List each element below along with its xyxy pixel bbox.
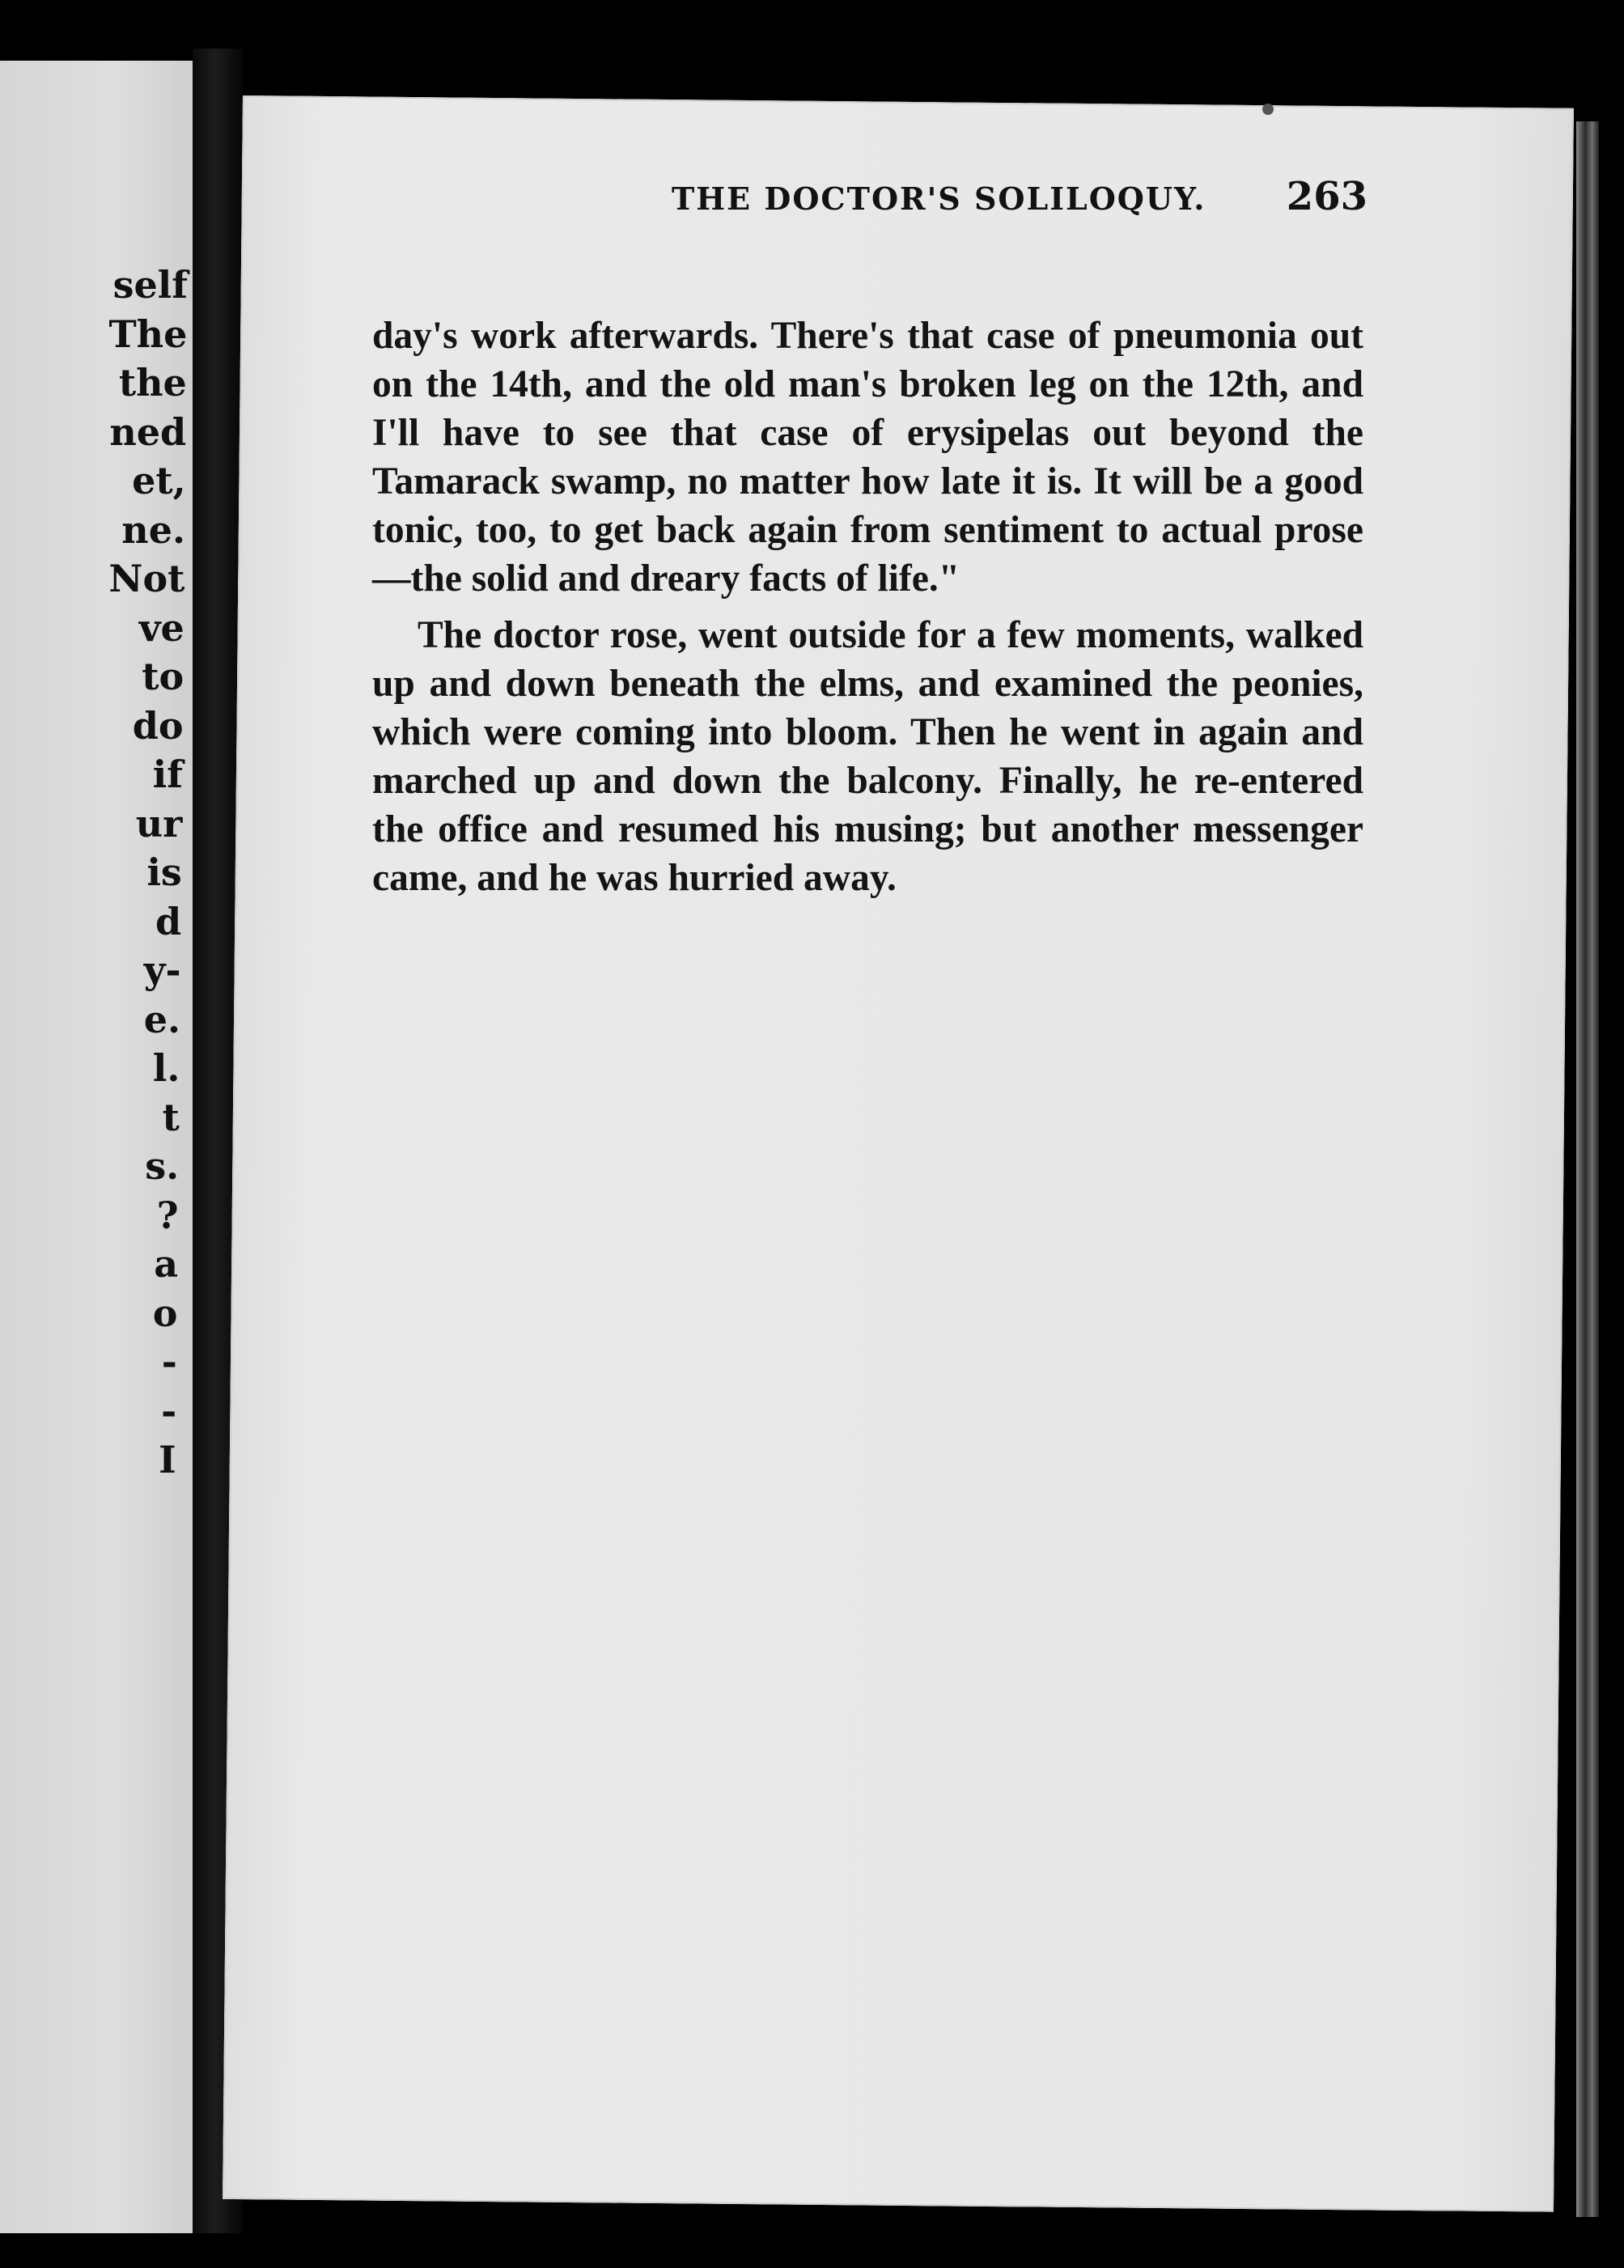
facing-page-line: ne. xyxy=(121,507,185,552)
facing-page-line: s. xyxy=(145,1144,180,1188)
facing-page-line: ve xyxy=(138,605,184,650)
facing-page-fragment xyxy=(0,61,193,2233)
facing-page-line: I xyxy=(159,1438,176,1482)
facing-page-line: to xyxy=(142,655,184,698)
facing-page-line: y- xyxy=(143,948,181,992)
facing-page-line: t xyxy=(162,1095,180,1139)
facing-page-line: - xyxy=(161,1388,177,1433)
page-number: 263 xyxy=(1286,174,1367,219)
body-text xyxy=(372,312,1363,902)
paragraph: The doctor rose, went outside for a few moments, walked up and down beneath the elms, and examined the peonies, which were coming into bloom. Then he went in again and marched up and down the balcony. Finally, he re-entered the office and resumed his musing; but another messenger came, and he was hurried away. xyxy=(372,614,1363,899)
facing-page-line: l. xyxy=(152,1046,180,1090)
facing-page-line: et, xyxy=(132,459,186,502)
facing-page-line: e. xyxy=(143,997,180,1041)
facing-page-line: self xyxy=(112,263,188,307)
facing-page-line: - xyxy=(161,1340,177,1384)
facing-page-line: o xyxy=(152,1291,178,1335)
scan-speck xyxy=(1262,104,1274,115)
facing-page-line: d xyxy=(155,899,182,943)
running-title: THE DOCTOR'S SOLILOQUY. xyxy=(672,180,1206,217)
facing-page-line: Not xyxy=(108,557,185,600)
facing-page-line: do xyxy=(132,703,184,748)
facing-page-line: ? xyxy=(156,1193,179,1237)
facing-page-line: a xyxy=(154,1242,178,1286)
page-edge xyxy=(1576,121,1599,2217)
facing-page-line: if xyxy=(152,752,183,796)
facing-page-line: the xyxy=(118,361,187,405)
facing-page-line: ur xyxy=(135,801,183,846)
facing-page-line: is xyxy=(146,850,182,894)
paragraph: day's work afterwards. There's that case of pneumonia out on the 14th, and the old man's broken leg on the 12th, and I'll have to see that case of erysipelas out beyond the Tamarack swamp, no matter how late it is. It will be a good tonic, too, to get back again from sentiment to actual prose—the solid and dreary facts of life." xyxy=(372,315,1363,600)
facing-page-line: ned xyxy=(109,409,187,454)
facing-page-line: The xyxy=(108,312,188,356)
